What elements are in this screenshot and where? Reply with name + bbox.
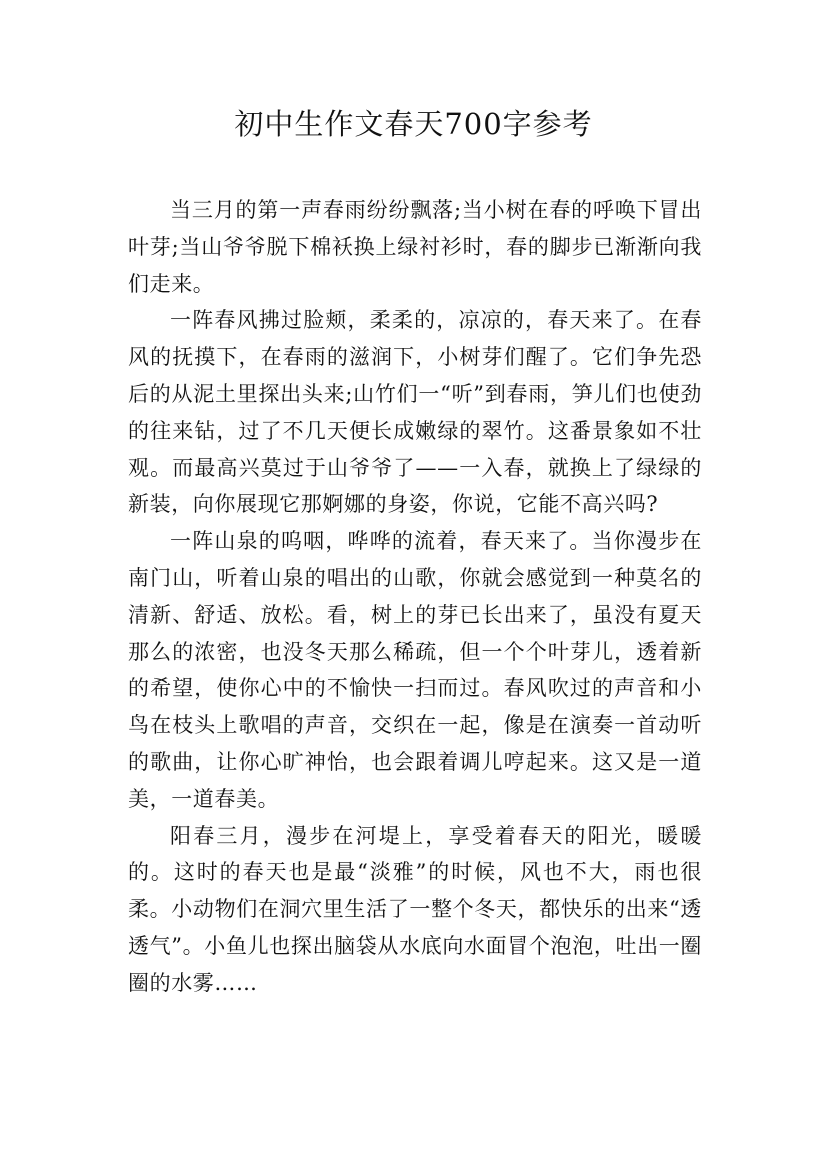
paragraph-2: 一阵春风拂过脸颊，柔柔的，凉凉的，春天来了。在春风的抚摸下，在春雨的滋润下，小树芽们醒了。它们争先恐后的从泥土里探出头来;山竹们一“听”到春雨，笋儿们也使劲的往来钻，过了不几天便长成嫩绿的翠竹。这番景象如不壮观。而最高兴莫过于山爷爷了——一入春，就换上了绿绿的新装，向你展现它那婀娜的身姿，你说，它能不高兴吗? [128,308,702,517]
essay-body [128,192,702,1002]
document-title: 初中生作文春天700字参考 [234,107,593,141]
paragraph-4: 阳春三月，漫步在河堤上，享受着春天的阳光，暖暖的。这时的春天也是最“淡雅”的时候，风也不大，雨也很柔。小动物们在洞穴里生活了一整个冬天，都快乐的出来“透透气”。小鱼儿也探出脑袋从水底向水面冒个泡泡，吐出一圈圈的水雾…… [128,823,702,995]
paragraph-3: 一阵山泉的呜咽，哗哗的流着，春天来了。当你漫步在南门山，听着山泉的唱出的山歌，你就会感觉到一种莫名的清新、舒适、放松。看，树上的芽已长出来了，虽没有夏天那么的浓密，也没冬天那么稀疏，但一个个叶芽儿，透着新的希望，使你心中的不愉快一扫而过。春风吹过的声音和小鸟在枝头上歌唱的声音，交织在一起，像是在演奏一首动听的歌曲，让你心旷神怡，也会跟着调儿哼起来。这又是一道美，一道春美。 [128,529,702,811]
paragraph-1: 当三月的第一声春雨纷纷飘落;当小树在春的呼唤下冒出叶芽;当山爷爷脱下棉袄换上绿衬衫时，春的脚步已渐渐向我们走来。 [128,198,702,296]
